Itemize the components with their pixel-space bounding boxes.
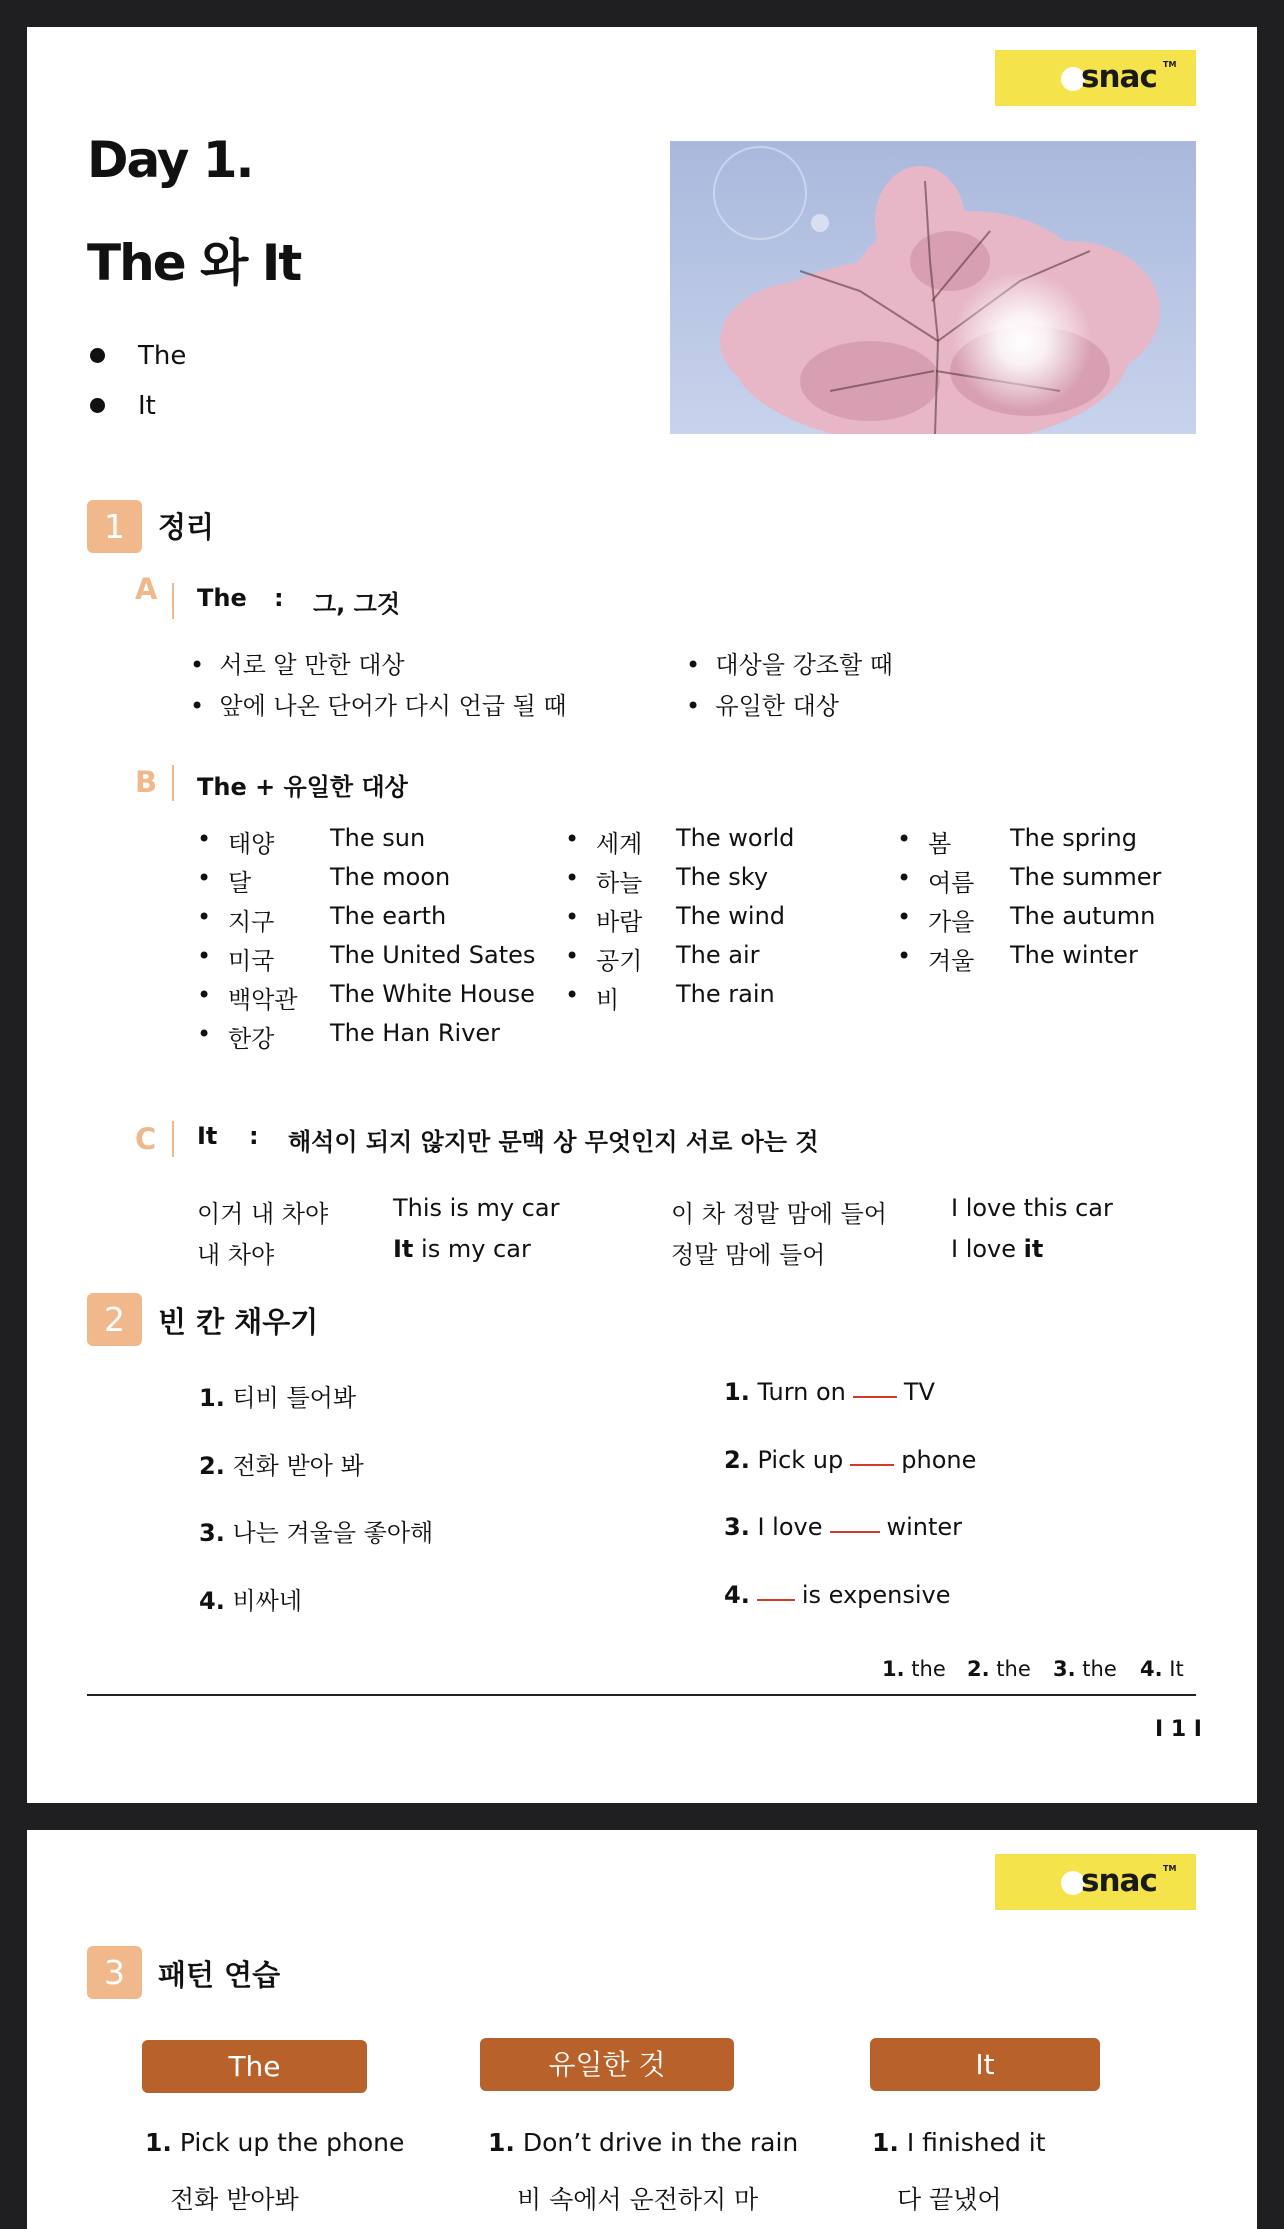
exercise-ko: 3. 나는 겨울을 좋아해 — [199, 1519, 434, 1547]
bullet-icon — [90, 348, 105, 363]
list-item-ko: 비 — [596, 986, 620, 1014]
blank-line[interactable] — [850, 1464, 894, 1466]
list-item-ko: 태양 — [228, 830, 275, 858]
list-item: • — [565, 981, 580, 1009]
a-bullet-3: • 대상을 강조할 때 — [686, 651, 893, 679]
list-item: • — [897, 942, 912, 970]
list-item-en: The Han River — [330, 1019, 501, 1047]
pattern-en: 1. I finished it — [872, 2128, 1046, 2157]
answer-1: 1. the — [882, 1657, 946, 1681]
subsection-a-head: The — [197, 584, 247, 612]
list-item-en: The United Sates — [330, 941, 536, 969]
list-item-ko: 여름 — [928, 869, 975, 897]
day-title: Day 1. — [87, 131, 253, 189]
example-en: I love it — [951, 1235, 1044, 1263]
snac-logo: snac TM — [995, 1854, 1196, 1910]
exercise-en: 4. is expensive — [724, 1581, 951, 1609]
category-unique-label: 유일한 것 — [480, 2038, 734, 2091]
category-the-label: The — [142, 2040, 367, 2093]
list-item-en: The sky — [676, 863, 769, 891]
exercise-en: 2. Pick up phone — [724, 1446, 977, 1474]
pattern-ko: 전화 받아봐 — [170, 2185, 299, 2214]
subsection-c-meaning: 해석이 되지 않지만 문맥 상 무엇인지 서로 아는 것 — [288, 1128, 819, 1156]
list-item-en: The world — [676, 824, 795, 852]
colon: : — [274, 584, 284, 612]
divider — [172, 765, 174, 801]
list-item-en: The autumn — [1010, 902, 1156, 930]
example-ko: 내 차야 — [197, 1241, 275, 1269]
list-item-ko: 바람 — [596, 908, 643, 936]
list-item: • — [565, 864, 580, 892]
topic-the: The — [138, 341, 187, 371]
list-item-ko: 하늘 — [596, 869, 643, 897]
example-en: I love this car — [951, 1194, 1113, 1222]
list-item-ko: 가을 — [928, 908, 975, 936]
a-bullet-4: • 유일한 대상 — [686, 692, 839, 720]
exercise-en: 3. I love winter — [724, 1513, 963, 1541]
list-item-ko: 세계 — [596, 830, 643, 858]
cherry-blossom-photo — [670, 141, 1196, 434]
list-item-en: The wind — [676, 902, 786, 930]
list-item-en: The moon — [330, 863, 451, 891]
answer-2: 2. the — [967, 1657, 1031, 1681]
list-item-ko: 미국 — [228, 947, 275, 975]
page-number: I 1 I — [1155, 1717, 1202, 1742]
exercise-ko: 2. 전화 받아 봐 — [199, 1452, 364, 1480]
example-ko: 이 차 정말 맘에 들어 — [671, 1200, 887, 1228]
a-bullet-1: • 서로 알 만한 대상 — [190, 651, 405, 679]
a-bullet-2: • 앞에 나온 단어가 다시 언급 될 때 — [190, 692, 567, 720]
example-en: It is my car — [393, 1235, 531, 1263]
subsection-a-meaning: 그, 그것 — [313, 590, 401, 618]
blank-line[interactable] — [830, 1531, 880, 1533]
list-item: • — [565, 942, 580, 970]
list-item-ko: 한강 — [228, 1025, 275, 1053]
answer-3: 3. the — [1053, 1657, 1117, 1681]
exercise-ko: 1. 티비 틀어봐 — [199, 1384, 357, 1412]
footer-divider — [87, 1694, 1196, 1696]
list-item-ko: 달 — [228, 869, 252, 897]
blank-line[interactable] — [853, 1396, 897, 1398]
list-item: • — [197, 903, 212, 931]
section-2-number: 2 — [87, 1293, 142, 1346]
list-item-ko: 지구 — [228, 908, 275, 936]
section-3-title: 패턴 연습 — [158, 1958, 281, 1992]
bullet-icon — [90, 398, 105, 413]
list-item: • — [897, 825, 912, 853]
topic-it: It — [138, 391, 156, 421]
list-item: • — [197, 942, 212, 970]
list-item-ko: 백악관 — [228, 986, 298, 1014]
pattern-ko: 비 속에서 운전하지 마 — [517, 2185, 759, 2214]
list-item-en: The earth — [330, 902, 447, 930]
list-item: • — [565, 903, 580, 931]
exercise-en: 1. Turn on TV — [724, 1378, 935, 1406]
list-item-en: The winter — [1010, 941, 1138, 969]
section-1-number: 1 — [87, 500, 142, 553]
list-item-en: The spring — [1010, 824, 1137, 852]
subsection-b-letter: B — [135, 765, 158, 799]
section-3-number: 3 — [87, 1946, 142, 1999]
colon: : — [249, 1122, 259, 1150]
example-ko: 이거 내 차야 — [197, 1200, 329, 1228]
list-item: • — [897, 864, 912, 892]
list-item-en: The sun — [330, 824, 426, 852]
section-2-title: 빈 칸 채우기 — [158, 1305, 319, 1339]
list-item-ko: 겨울 — [928, 947, 975, 975]
exercise-ko: 4. 비싸네 — [199, 1587, 303, 1615]
snac-logo: snac TM — [995, 50, 1196, 106]
list-item-en: The air — [676, 941, 760, 969]
page-2 — [27, 1830, 1257, 2229]
answer-4: 4. It — [1140, 1657, 1184, 1681]
pattern-ko: 다 끝냈어 — [897, 2185, 1002, 2214]
example-en: This is my car — [393, 1194, 560, 1222]
list-item: • — [897, 903, 912, 931]
subsection-a-letter: A — [135, 572, 158, 606]
list-item: • — [565, 825, 580, 853]
lesson-subtitle: The 와 It — [87, 234, 301, 292]
subsection-b-head: The + 유일한 대상 — [197, 773, 408, 801]
subsection-c-head: It — [197, 1122, 218, 1150]
divider — [172, 1121, 174, 1157]
section-1-title: 정리 — [158, 510, 215, 544]
page-1 — [27, 27, 1257, 1803]
blank-line[interactable] — [757, 1599, 795, 1601]
example-ko: 정말 맘에 들어 — [671, 1241, 826, 1269]
list-item-en: The rain — [676, 980, 775, 1008]
list-item-ko: 공기 — [596, 947, 643, 975]
list-item-ko: 봄 — [928, 830, 952, 858]
list-item: • — [197, 1020, 212, 1048]
list-item: • — [197, 981, 212, 1009]
subsection-c-letter: C — [135, 1122, 157, 1156]
pattern-en: 1. Don’t drive in the rain — [488, 2128, 799, 2157]
list-item: • — [197, 825, 212, 853]
list-item-en: The White House — [330, 980, 535, 1008]
pattern-en: 1. Pick up the phone — [145, 2128, 405, 2157]
divider — [172, 583, 174, 619]
list-item: • — [197, 864, 212, 892]
list-item-en: The summer — [1010, 863, 1162, 891]
category-it-label: It — [870, 2038, 1100, 2091]
